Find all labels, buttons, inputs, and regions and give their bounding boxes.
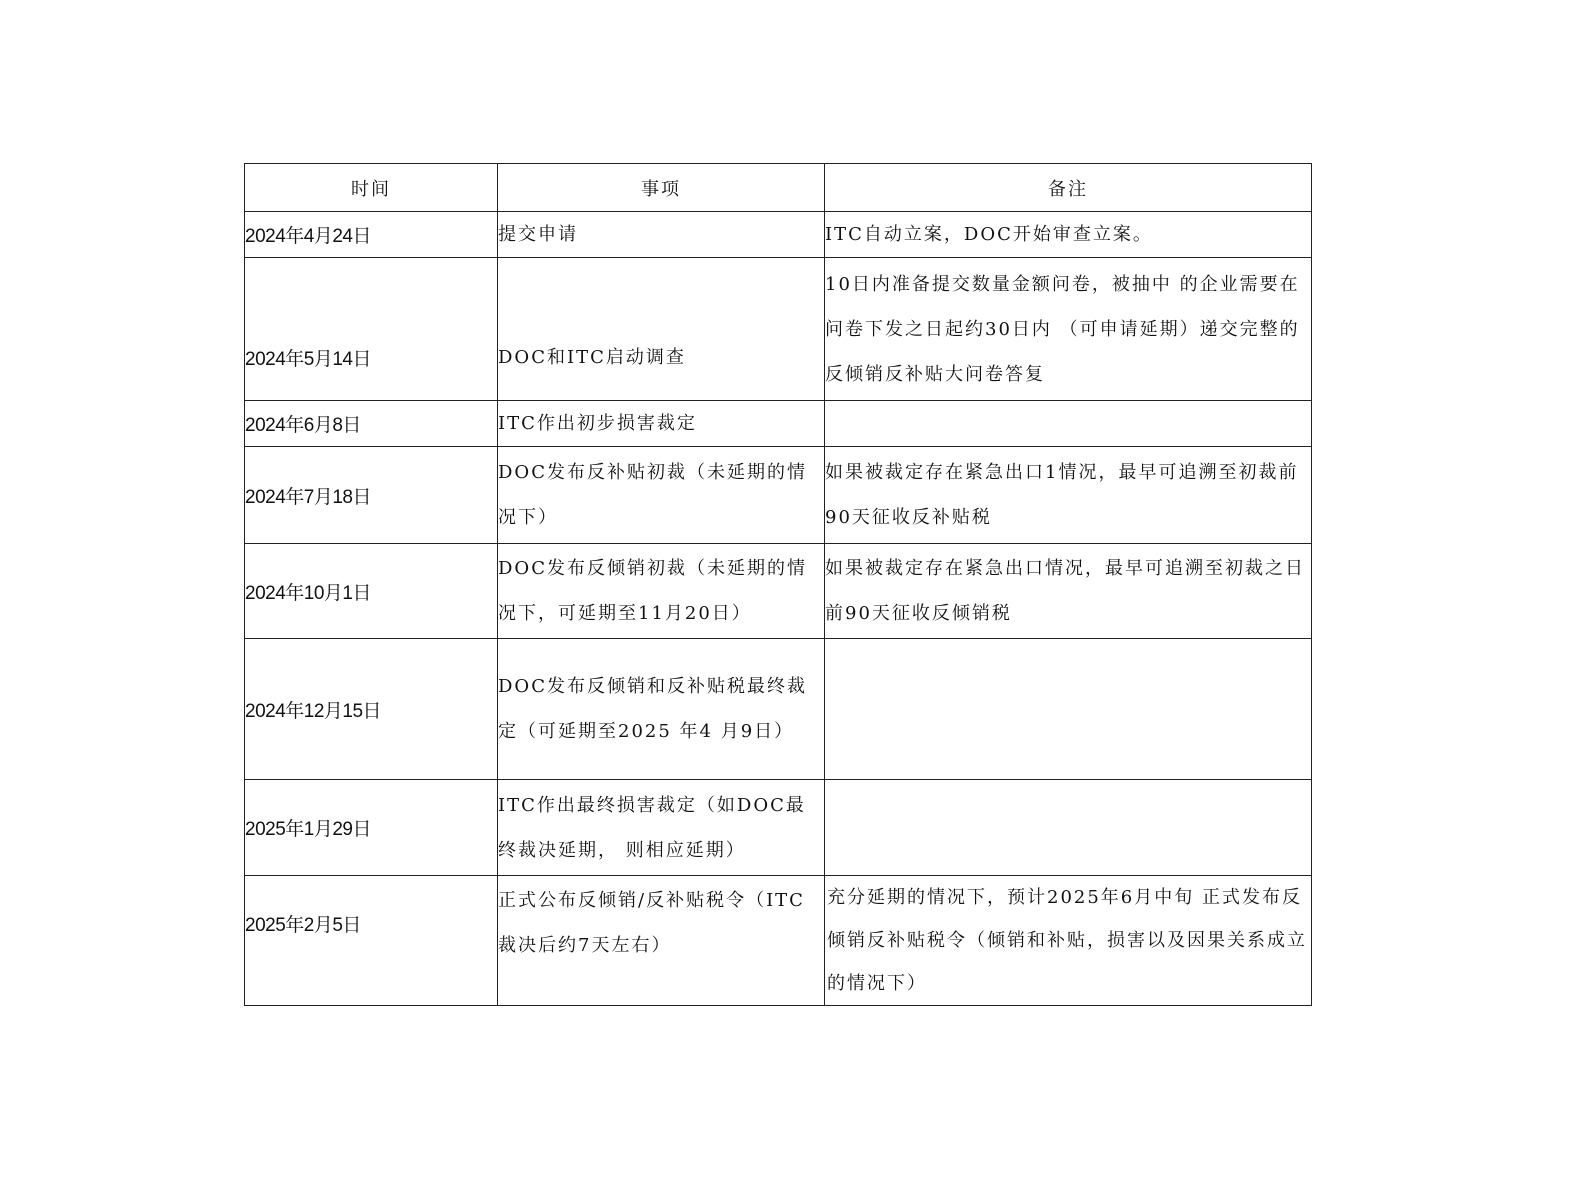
cell-note: 充分延期的情况下，预计2025年6月中旬 正式发布反倾销反补贴税令（倾销和补贴，损害以及因果关系成立的情况下） <box>825 876 1312 1006</box>
cell-note: 如果被裁定存在紧急出口情况，最早可追溯至初裁之日前90天征收反倾销税 <box>825 544 1312 639</box>
table-header-row <box>245 164 1312 212</box>
cell-note: 10日内准备提交数量金额问卷，被抽中 的企业需要在问卷下发之日起约30日内 （可申请延期）递交完整的反倾销反补贴大问卷答复 <box>825 258 1312 401</box>
table-row <box>245 780 1312 876</box>
header-date: 时间 <box>245 164 498 212</box>
cell-item: ITC作出最终损害裁定（如DOC最终裁决延期， 则相应延期） <box>498 780 825 876</box>
cell-item: ITC作出初步损害裁定 <box>498 401 825 447</box>
header-note: 备注 <box>825 164 1312 212</box>
cell-date: 2024年7月18日 <box>245 447 498 544</box>
cell-date: 2024年10月1日 <box>245 544 498 639</box>
cell-note <box>825 780 1312 876</box>
table-row <box>245 401 1312 447</box>
cell-item: DOC发布反补贴初裁（未延期的情况下） <box>498 447 825 544</box>
cell-date: 2024年6月8日 <box>245 401 498 447</box>
table-row <box>245 639 1312 780</box>
cell-date: 2024年12月15日 <box>245 639 498 780</box>
cell-item: DOC和ITC启动调查 <box>498 258 825 401</box>
cell-item: 正式公布反倾销/反补贴税令（ITC裁决后约7天左右） <box>498 876 825 1006</box>
table-row <box>245 447 1312 544</box>
cell-note <box>825 639 1312 780</box>
table-row <box>245 258 1312 401</box>
table-row <box>245 212 1312 258</box>
cell-date: 2025年2月5日 <box>245 876 498 1006</box>
table-row <box>245 544 1312 639</box>
cell-note: ITC自动立案，DOC开始审查立案。 <box>825 212 1312 258</box>
cell-date: 2024年4月24日 <box>245 212 498 258</box>
cell-note: 如果被裁定存在紧急出口1情况，最早可追溯至初裁前90天征收反补贴税 <box>825 447 1312 544</box>
cell-date: 2024年5月14日 <box>245 258 498 401</box>
cell-note <box>825 401 1312 447</box>
table-row <box>245 876 1312 1006</box>
cell-item: 提交申请 <box>498 212 825 258</box>
cell-item: DOC发布反倾销初裁（未延期的情况下，可延期至11月20日） <box>498 544 825 639</box>
cell-date: 2025年1月29日 <box>245 780 498 876</box>
header-item: 事项 <box>498 164 825 212</box>
investigation-timeline-table <box>244 163 1312 1006</box>
cell-item: DOC发布反倾销和反补贴税最终裁定（可延期至2025 年4 月9日） <box>498 639 825 780</box>
